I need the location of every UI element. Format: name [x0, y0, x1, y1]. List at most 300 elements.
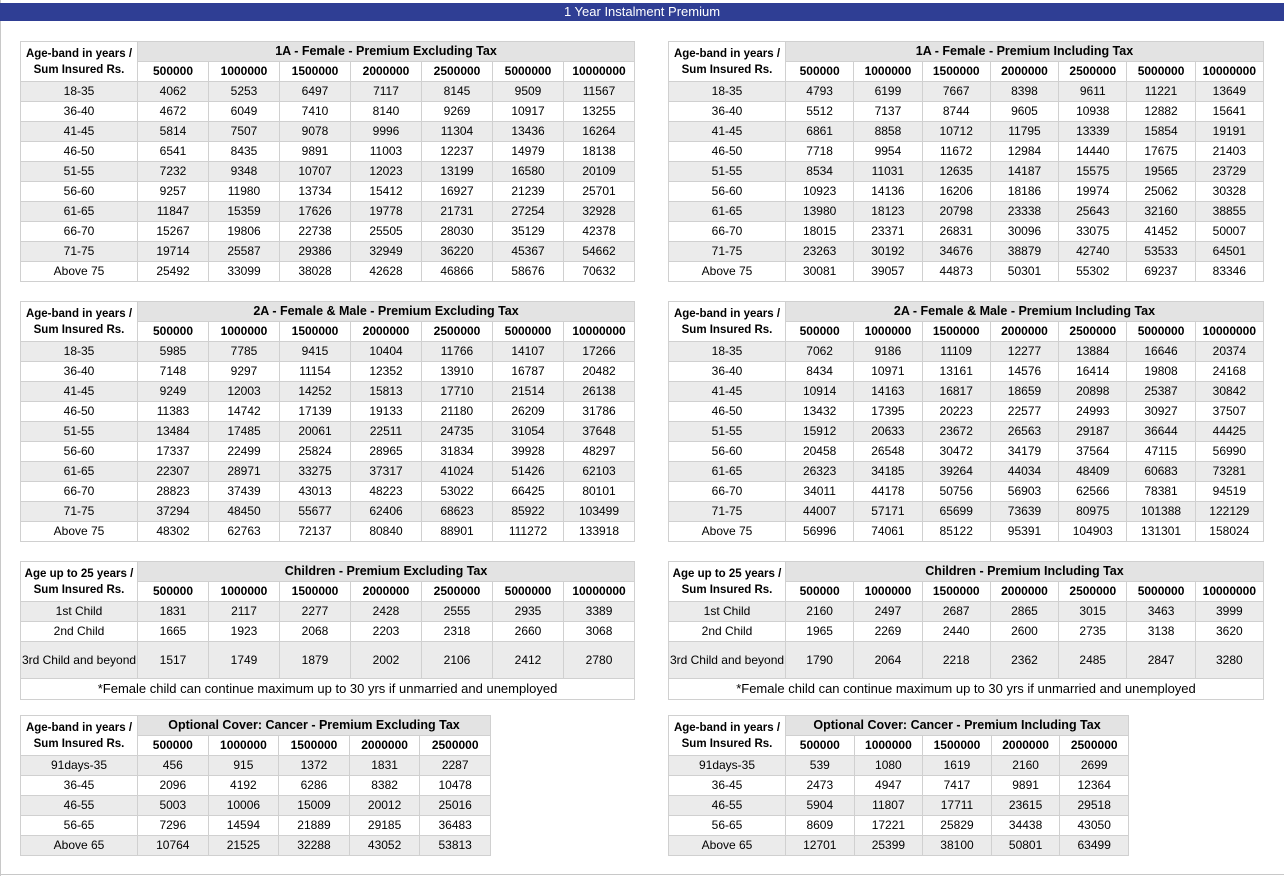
row-label: 36-45	[669, 776, 786, 796]
premium-cell: 30192	[854, 242, 922, 262]
premium-cell: 7296	[138, 816, 209, 836]
premium-cell: 41024	[422, 462, 493, 482]
premium-cell: 12701	[786, 836, 855, 856]
premium-cell: 44007	[786, 502, 854, 522]
premium-cell: 4192	[208, 776, 279, 796]
premium-cell: 11003	[351, 142, 422, 162]
row-label: 91days-35	[21, 756, 138, 776]
table-row	[21, 796, 491, 816]
row-label: 36-40	[21, 102, 138, 122]
row-label: 51-55	[669, 422, 786, 442]
table-row	[669, 82, 1264, 102]
premium-cell: 32160	[1127, 202, 1195, 222]
premium-cell: 31786	[564, 402, 635, 422]
premium-cell: 26831	[922, 222, 990, 242]
premium-cell: 1080	[854, 756, 923, 776]
sum-insured-header: 1500000	[280, 322, 351, 342]
sum-insured-header: 10000000	[1195, 322, 1263, 342]
premium-cell: 1879	[280, 642, 351, 679]
premium-cell: 50301	[990, 262, 1058, 282]
premium-cell: 10917	[493, 102, 564, 122]
sum-insured-header: 2500000	[422, 322, 493, 342]
premium-cell: 12984	[990, 142, 1058, 162]
table-row	[669, 482, 1264, 502]
premium-cell: 11795	[990, 122, 1058, 142]
row-label: 18-35	[21, 342, 138, 362]
row-label: 66-70	[669, 222, 786, 242]
premium-cell: 8534	[786, 162, 854, 182]
sum-insured-header: 2000000	[349, 736, 420, 756]
table-title: 2A - Female & Male - Premium Including Tax	[786, 302, 1264, 322]
premium-cell: 54662	[564, 242, 635, 262]
premium-cell: 6861	[786, 122, 854, 142]
premium-cell: 11109	[922, 342, 990, 362]
premium-cell: 11304	[422, 122, 493, 142]
premium-cell: 122129	[1195, 502, 1263, 522]
premium-cell: 51426	[493, 462, 564, 482]
premium-cell: 16264	[564, 122, 635, 142]
premium-cell: 13199	[422, 162, 493, 182]
premium-cell: 2160	[991, 756, 1060, 776]
row-label: 61-65	[669, 202, 786, 222]
premium-cell: 16646	[1127, 342, 1195, 362]
table-row	[669, 342, 1264, 362]
table-title: 1A - Female - Premium Excluding Tax	[138, 42, 635, 62]
premium-cell: 50756	[922, 482, 990, 502]
premium-cell: 20458	[786, 442, 854, 462]
premium-cell: 18015	[786, 222, 854, 242]
premium-cell: 30096	[990, 222, 1058, 242]
table-2a-female-male-excluding-tax	[20, 301, 635, 542]
sum-insured-header: 1500000	[280, 582, 351, 602]
sum-insured-header: 2500000	[422, 582, 493, 602]
premium-cell: 48450	[209, 502, 280, 522]
corner-header: Age up to 25 years / Sum Insured Rs.	[21, 562, 138, 602]
premium-cell: 6286	[279, 776, 350, 796]
premium-cell: 14107	[493, 342, 564, 362]
table-row	[669, 262, 1264, 282]
table-row	[21, 602, 635, 622]
table-1a-female-excluding-tax	[20, 41, 635, 282]
corner-header: Age-band in years / Sum Insured Rs.	[669, 302, 786, 342]
premium-cell: 25505	[351, 222, 422, 242]
premium-cell: 2412	[493, 642, 564, 679]
premium-cell: 2473	[786, 776, 855, 796]
sum-insured-header: 500000	[786, 736, 855, 756]
premium-cell: 23263	[786, 242, 854, 262]
premium-cell: 34185	[854, 462, 922, 482]
row-label: 66-70	[21, 482, 138, 502]
row-label: 36-40	[669, 362, 786, 382]
premium-cell: 2935	[493, 602, 564, 622]
table-row	[669, 182, 1264, 202]
sum-insured-header: 1000000	[854, 582, 922, 602]
row-label: 41-45	[21, 122, 138, 142]
sum-insured-header: 500000	[138, 62, 209, 82]
premium-cell: 9509	[493, 82, 564, 102]
corner-header: Age-band in years / Sum Insured Rs.	[669, 42, 786, 82]
premium-cell: 11567	[564, 82, 635, 102]
premium-cell: 62763	[209, 522, 280, 542]
premium-cell: 2600	[990, 622, 1058, 642]
premium-cell: 45367	[493, 242, 564, 262]
premium-cell: 56903	[990, 482, 1058, 502]
premium-cell: 9297	[209, 362, 280, 382]
premium-cell: 14594	[208, 816, 279, 836]
premium-cell: 55677	[280, 502, 351, 522]
table-row	[21, 776, 491, 796]
premium-cell: 3463	[1127, 602, 1195, 622]
sum-insured-header: 1000000	[209, 582, 280, 602]
premium-cell: 19808	[1127, 362, 1195, 382]
premium-cell: 44178	[854, 482, 922, 502]
premium-cell: 1965	[786, 622, 854, 642]
premium-cell: 20798	[922, 202, 990, 222]
table-row	[21, 756, 491, 776]
sum-insured-header: 1500000	[922, 582, 990, 602]
premium-cell: 9249	[138, 382, 209, 402]
row-label: 41-45	[669, 382, 786, 402]
table-title: Optional Cover: Cancer - Premium Including Tax	[786, 716, 1129, 736]
premium-cell: 80975	[1059, 502, 1127, 522]
premium-cell: 1619	[923, 756, 992, 776]
premium-cell: 7148	[138, 362, 209, 382]
premium-cell: 62566	[1059, 482, 1127, 502]
premium-cell: 83346	[1195, 262, 1263, 282]
premium-cell: 7507	[209, 122, 280, 142]
premium-cell: 21525	[208, 836, 279, 856]
row-label: 71-75	[669, 242, 786, 262]
premium-cell: 39928	[493, 442, 564, 462]
premium-cell: 25016	[420, 796, 491, 816]
premium-cell: 44425	[1195, 422, 1263, 442]
row-label: 56-65	[21, 816, 138, 836]
premium-cell: 17395	[854, 402, 922, 422]
premium-cell: 11383	[138, 402, 209, 422]
premium-cell: 3389	[564, 602, 635, 622]
premium-cell: 43013	[280, 482, 351, 502]
premium-cell: 16787	[493, 362, 564, 382]
premium-cell: 31054	[493, 422, 564, 442]
premium-cell: 8609	[786, 816, 855, 836]
premium-cell: 13649	[1195, 82, 1263, 102]
corner-header: Age-band in years / Sum Insured Rs.	[669, 716, 786, 756]
premium-cell: 15575	[1059, 162, 1127, 182]
premium-cell: 18186	[990, 182, 1058, 202]
premium-cell: 17675	[1127, 142, 1195, 162]
premium-cell: 25387	[1127, 382, 1195, 402]
sum-insured-header: 2000000	[351, 582, 422, 602]
row-label: 46-50	[669, 142, 786, 162]
premium-cell: 30842	[1195, 382, 1263, 402]
premium-cell: 10923	[786, 182, 854, 202]
premium-cell: 64501	[1195, 242, 1263, 262]
premium-cell: 10938	[1059, 102, 1127, 122]
premium-cell: 46866	[422, 262, 493, 282]
premium-cell: 3999	[1195, 602, 1263, 622]
premium-cell: 72137	[280, 522, 351, 542]
premium-cell: 15359	[209, 202, 280, 222]
premium-cell: 19714	[138, 242, 209, 262]
premium-cell: 13255	[564, 102, 635, 122]
row-label: Above 65	[21, 836, 138, 856]
premium-cell: 80840	[351, 522, 422, 542]
premium-cell: 12237	[422, 142, 493, 162]
sum-insured-header: 500000	[786, 322, 854, 342]
premium-cell: 13980	[786, 202, 854, 222]
premium-cell: 30081	[786, 262, 854, 282]
premium-cell: 25829	[923, 816, 992, 836]
sum-insured-header: 1000000	[209, 62, 280, 82]
premium-cell: 11766	[422, 342, 493, 362]
premium-cell: 20482	[564, 362, 635, 382]
sum-insured-header: 1500000	[922, 322, 990, 342]
premium-cell: 73639	[990, 502, 1058, 522]
row-label: 46-50	[21, 142, 138, 162]
premium-cell: 48223	[351, 482, 422, 502]
premium-cell: 4947	[854, 776, 923, 796]
premium-cell: 78381	[1127, 482, 1195, 502]
premium-cell: 4793	[786, 82, 854, 102]
row-label: 56-60	[669, 182, 786, 202]
table-row	[669, 142, 1264, 162]
table-row	[21, 402, 635, 422]
sum-insured-header: 5000000	[1127, 322, 1195, 342]
sum-insured-header: 2000000	[990, 322, 1058, 342]
premium-cell: 43050	[1060, 816, 1129, 836]
premium-cell: 28823	[138, 482, 209, 502]
premium-cell: 7117	[351, 82, 422, 102]
premium-cell: 2440	[922, 622, 990, 642]
premium-cell: 29187	[1059, 422, 1127, 442]
sum-insured-header: 10000000	[564, 322, 635, 342]
table-row	[21, 816, 491, 836]
premium-cell: 8382	[349, 776, 420, 796]
table-row	[669, 502, 1264, 522]
premium-cell: 53813	[420, 836, 491, 856]
premium-cell: 9611	[1059, 82, 1127, 102]
premium-cell: 14440	[1059, 142, 1127, 162]
row-label: 56-60	[21, 442, 138, 462]
premium-cell: 14742	[209, 402, 280, 422]
premium-cell: 15854	[1127, 122, 1195, 142]
premium-cell: 23672	[922, 422, 990, 442]
footnote: *Female child can continue maximum up to 30 yrs if unmarried and unemployed	[669, 679, 1264, 700]
premium-cell: 69237	[1127, 262, 1195, 282]
premium-cell: 48297	[564, 442, 635, 462]
table-row	[21, 82, 635, 102]
premium-cell: 17626	[280, 202, 351, 222]
sum-insured-header: 1000000	[209, 322, 280, 342]
premium-cell: 24993	[1059, 402, 1127, 422]
premium-cell: 12635	[922, 162, 990, 182]
premium-cell: 111272	[493, 522, 564, 542]
premium-cell: 3280	[1195, 642, 1263, 679]
row-label: 66-70	[21, 222, 138, 242]
premium-cell: 1749	[209, 642, 280, 679]
row-label: 56-65	[669, 816, 786, 836]
premium-cell: 2428	[351, 602, 422, 622]
premium-cell: 30328	[1195, 182, 1263, 202]
premium-cell: 26138	[564, 382, 635, 402]
premium-cell: 50801	[991, 836, 1060, 856]
premium-cell: 56990	[1195, 442, 1263, 462]
table-row	[669, 642, 1264, 679]
row-label: 36-40	[669, 102, 786, 122]
sum-insured-header: 10000000	[1195, 62, 1263, 82]
sum-insured-header: 500000	[138, 322, 209, 342]
premium-cell: 48409	[1059, 462, 1127, 482]
premium-cell: 9891	[991, 776, 1060, 796]
premium-cell: 38100	[923, 836, 992, 856]
premium-cell: 133918	[564, 522, 635, 542]
premium-cell: 13339	[1059, 122, 1127, 142]
premium-cell: 10404	[351, 342, 422, 362]
premium-cell: 26209	[493, 402, 564, 422]
premium-cell: 30472	[922, 442, 990, 462]
row-label: 61-65	[21, 202, 138, 222]
table-row	[669, 462, 1264, 482]
premium-cell: 9954	[854, 142, 922, 162]
premium-cell: 2497	[854, 602, 922, 622]
table-row	[21, 102, 635, 122]
premium-cell: 2318	[422, 622, 493, 642]
premium-cell: 37507	[1195, 402, 1263, 422]
sum-insured-header: 1500000	[280, 62, 351, 82]
premium-cell: 2699	[1060, 756, 1129, 776]
premium-cell: 37294	[138, 502, 209, 522]
row-label: Above 75	[669, 522, 786, 542]
premium-cell: 38028	[280, 262, 351, 282]
premium-cell: 17139	[280, 402, 351, 422]
premium-cell: 30927	[1127, 402, 1195, 422]
premium-cell: 9186	[854, 342, 922, 362]
premium-cell: 22511	[351, 422, 422, 442]
premium-cell: 19974	[1059, 182, 1127, 202]
premium-cell: 3620	[1195, 622, 1263, 642]
premium-cell: 8858	[854, 122, 922, 142]
premium-cell: 19778	[351, 202, 422, 222]
premium-cell: 1372	[279, 756, 350, 776]
premium-cell: 26323	[786, 462, 854, 482]
premium-cell: 5904	[786, 796, 855, 816]
premium-cell: 8398	[990, 82, 1058, 102]
premium-cell: 1923	[209, 622, 280, 642]
premium-cell: 9891	[280, 142, 351, 162]
premium-cell: 2660	[493, 622, 564, 642]
premium-cell: 22738	[280, 222, 351, 242]
premium-cell: 18659	[990, 382, 1058, 402]
premium-cell: 41452	[1127, 222, 1195, 242]
premium-cell: 73281	[1195, 462, 1263, 482]
premium-cell: 65699	[922, 502, 990, 522]
premium-cell: 1665	[138, 622, 209, 642]
row-label: 36-40	[21, 362, 138, 382]
premium-cell: 2287	[420, 756, 491, 776]
premium-cell: 3015	[1059, 602, 1127, 622]
premium-cell: 7785	[209, 342, 280, 362]
premium-cell: 32949	[351, 242, 422, 262]
row-label: 1st Child	[669, 602, 786, 622]
premium-cell: 25643	[1059, 202, 1127, 222]
premium-cell: 11847	[138, 202, 209, 222]
sum-insured-header: 1500000	[923, 736, 992, 756]
premium-cell: 13884	[1059, 342, 1127, 362]
row-label: 51-55	[21, 422, 138, 442]
premium-cell: 2002	[351, 642, 422, 679]
sum-insured-header: 2500000	[422, 62, 493, 82]
premium-cell: 2277	[280, 602, 351, 622]
sum-insured-header: 5000000	[493, 322, 564, 342]
premium-cell: 21239	[493, 182, 564, 202]
sum-insured-header: 2500000	[1060, 736, 1129, 756]
row-label: 51-55	[669, 162, 786, 182]
table-cancer-including-tax	[668, 715, 1129, 856]
table-row	[21, 836, 491, 856]
premium-cell: 4672	[138, 102, 209, 122]
premium-cell: 14187	[990, 162, 1058, 182]
row-label: 46-50	[21, 402, 138, 422]
premium-cell: 12277	[990, 342, 1058, 362]
premium-cell: 8140	[351, 102, 422, 122]
table-row	[21, 642, 635, 679]
table-row	[669, 776, 1129, 796]
premium-cell: 17485	[209, 422, 280, 442]
premium-cell: 39264	[922, 462, 990, 482]
table-row	[669, 242, 1264, 262]
premium-cell: 34179	[990, 442, 1058, 462]
premium-cell: 74061	[854, 522, 922, 542]
premium-cell: 95391	[990, 522, 1058, 542]
premium-cell: 44873	[922, 262, 990, 282]
table-title: Children - Premium Excluding Tax	[138, 562, 635, 582]
premium-cell: 11672	[922, 142, 990, 162]
premium-cell: 2735	[1059, 622, 1127, 642]
premium-cell: 25062	[1127, 182, 1195, 202]
premium-cell: 9269	[422, 102, 493, 122]
premium-cell: 104903	[1059, 522, 1127, 542]
premium-cell: 17221	[854, 816, 923, 836]
premium-cell: 456	[138, 756, 209, 776]
premium-cell: 20898	[1059, 382, 1127, 402]
premium-cell: 5814	[138, 122, 209, 142]
premium-cell: 18123	[854, 202, 922, 222]
table-row	[669, 756, 1129, 776]
row-label: 71-75	[21, 242, 138, 262]
table-title: 1A - Female - Premium Including Tax	[786, 42, 1264, 62]
premium-cell: 2203	[351, 622, 422, 642]
premium-cell: 38855	[1195, 202, 1263, 222]
premium-cell: 2269	[854, 622, 922, 642]
premium-cell: 7062	[786, 342, 854, 362]
premium-cell: 36220	[422, 242, 493, 262]
row-label: Above 75	[669, 262, 786, 282]
row-label: 3rd Child and beyond	[21, 642, 138, 679]
premium-cell: 13484	[138, 422, 209, 442]
sum-insured-header: 2500000	[1059, 582, 1127, 602]
premium-cell: 44034	[990, 462, 1058, 482]
premium-cell: 28030	[422, 222, 493, 242]
sum-insured-header: 10000000	[564, 582, 635, 602]
premium-cell: 57171	[854, 502, 922, 522]
table-row	[21, 182, 635, 202]
premium-cell: 1517	[138, 642, 209, 679]
table-row	[21, 342, 635, 362]
table-row	[669, 402, 1264, 422]
premium-cell: 9348	[209, 162, 280, 182]
premium-cell: 131301	[1127, 522, 1195, 542]
premium-cell: 13432	[786, 402, 854, 422]
